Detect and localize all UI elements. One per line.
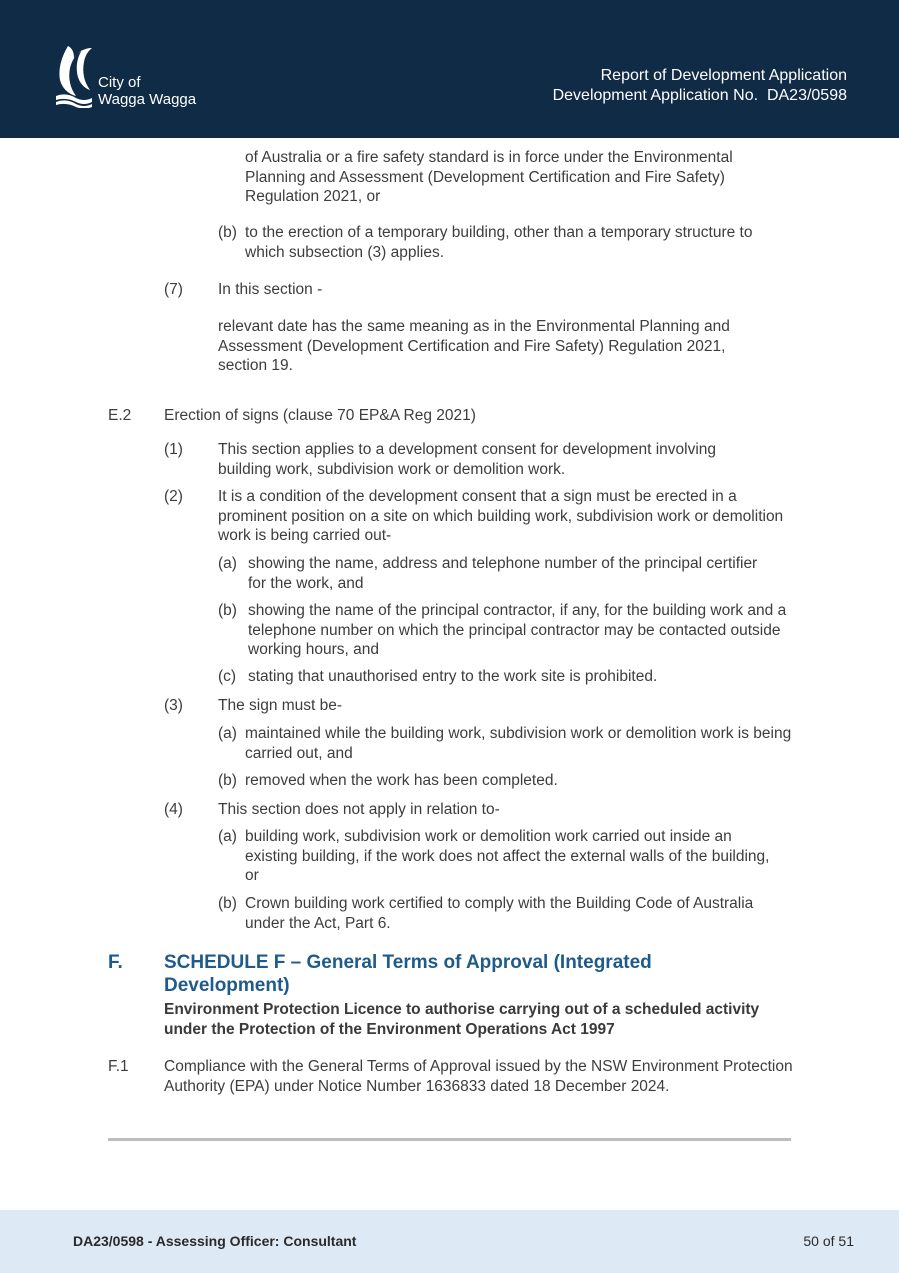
- page-header: [0, 0, 899, 138]
- item-text: stating that unauthorised entry to the work site is prohibited.: [248, 668, 658, 685]
- condition-number: E.2: [108, 407, 132, 424]
- logo-line-1: City of: [98, 74, 141, 91]
- report-title-line-1: Report of Development Application: [600, 67, 847, 84]
- item-text: to the erection of a temporary building, other than a temporary structure to which subsection (3) applies.: [245, 224, 753, 261]
- section-number: (2): [164, 488, 183, 505]
- footer-divider: [108, 1138, 791, 1141]
- section-text: In this section -: [218, 281, 323, 298]
- item-text: maintained while the building work, subdivision work or demolition work is being carried out, and: [245, 725, 792, 762]
- item-text: Crown building work certified to comply with the Building Code of Australia under the Act, Part 6.: [245, 895, 754, 932]
- condition-number: F.1: [108, 1058, 129, 1075]
- bird-logo-icon: [54, 42, 94, 108]
- report-title-line-2: Development Application No. DA23/0598: [552, 87, 847, 104]
- condition-text: Compliance with the General Terms of Approval issued by the NSW Environment Protection Authority (EPA) under Notice Number 1636833 dated 18 December 2024.: [164, 1058, 793, 1095]
- schedule-title: SCHEDULE F – General Terms of Approval (Integrated Development): [164, 952, 652, 996]
- footer-reference: DA23/0598 - Assessing Officer: Consultant: [73, 1233, 357, 1249]
- item-label: (b): [218, 224, 237, 241]
- section-text: The sign must be-: [218, 697, 343, 714]
- council-logo: [54, 42, 214, 112]
- item-label: (a): [218, 555, 237, 572]
- item-label: (a): [218, 828, 237, 845]
- item-label: (b): [218, 602, 237, 619]
- definition-text: relevant date has the same meaning as in the Environmental Planning and Assessment (Development Certification and Fire Safety) Regulation 2021, section 19.: [218, 318, 730, 374]
- section-text: It is a condition of the development consent that a sign must be erected in a prominent position on a site on which building work, subdivision work or demolition work is being carried out-: [218, 488, 784, 544]
- section-number: (7): [164, 281, 183, 298]
- section-text: This section does not apply in relation to-: [218, 801, 500, 818]
- logo-wordmark: [98, 74, 196, 108]
- continued-paragraph: of Australia or a fire safety standard is in force under the Environmental Planning and Assessment (Development Certification and Fire Safety) Regulation 2021, or: [245, 149, 733, 205]
- section-number: (1): [164, 441, 183, 458]
- section-number: (3): [164, 697, 183, 714]
- condition-title: Erection of signs (clause 70 EP&A Reg 2021): [164, 407, 476, 424]
- item-text: removed when the work has been completed.: [245, 772, 558, 789]
- item-label: (b): [218, 772, 237, 789]
- schedule-subtitle: Environment Protection Licence to authorise carrying out of a scheduled activity under the Protection of the Environment Operations Act 1997: [164, 1001, 760, 1038]
- item-text: showing the name of the principal contractor, if any, for the building work and a telephone number on which the principal contractor may be contacted outside working hours, and: [248, 602, 787, 658]
- item-text: building work, subdivision work or demolition work carried out inside an existing building, if the work does not affect the external walls of the building, or: [245, 828, 770, 884]
- item-text: showing the name, address and telephone number of the principal certifier for the work, and: [248, 555, 758, 592]
- schedule-number: F.: [108, 952, 123, 973]
- item-label: (a): [218, 725, 237, 742]
- item-label: (b): [218, 895, 237, 912]
- page-number: 50 of 51: [803, 1233, 854, 1249]
- logo-line-2: Wagga Wagga: [98, 91, 197, 108]
- page-footer: [0, 1210, 899, 1273]
- section-text: This section applies to a development consent for development involving building work, subdivision work or demolition work.: [218, 441, 717, 478]
- section-number: (4): [164, 801, 183, 818]
- report-title: [553, 66, 847, 106]
- item-label: (c): [218, 668, 237, 685]
